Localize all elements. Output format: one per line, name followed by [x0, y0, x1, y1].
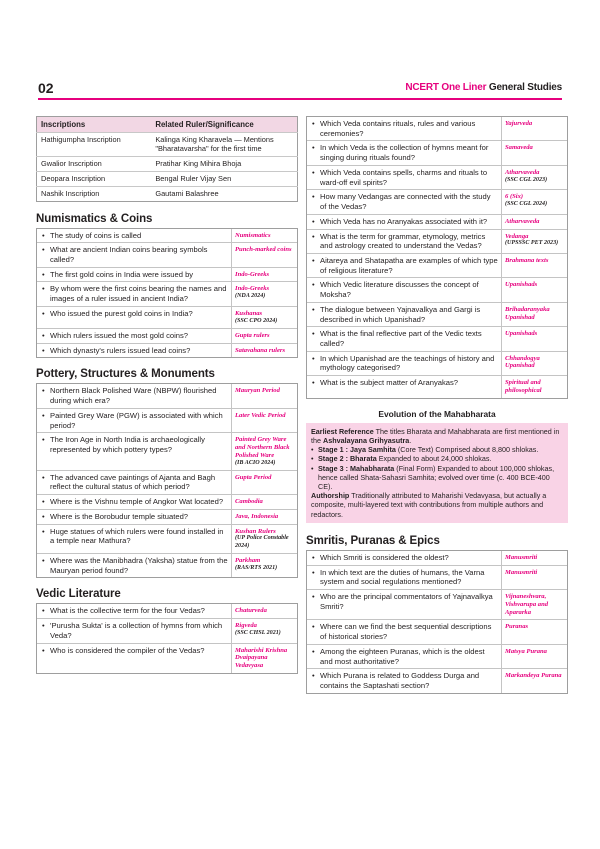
answer-cell [231, 329, 297, 343]
question-text: • Which Veda contains rituals, rules and various ceremonies? [307, 117, 501, 140]
answer-cell [501, 645, 567, 668]
stage-item [311, 445, 563, 454]
list-item [37, 343, 297, 358]
answer-cell [501, 669, 567, 692]
answer-text: Parkham [235, 556, 261, 564]
answer-cell [231, 307, 297, 328]
question-text: • Who are the principal commentators of Yajnavalkya Smriti? [307, 590, 501, 619]
answer-cell [501, 215, 567, 229]
question-text: • Northern Black Polished Ware (NBPW) flourished during which era? [37, 384, 231, 407]
question-text: • In which text are the duties of humans, the Varna system and social regulations mentioned? [307, 566, 501, 589]
qa-list-vedic-continued [306, 116, 568, 399]
table-cell: Pratihar King Mihira Bhoja [151, 156, 297, 171]
series-name: NCERT One Liner [405, 82, 487, 93]
exam-source: (SSC CGL 2024) [505, 201, 548, 208]
answer-cell [231, 344, 297, 358]
list-item [37, 494, 297, 509]
authorship-text: Traditionally attributed to Maharishi Vedavyasa, but actually a composite, multi-layered text with contributions from multiple authors and redactors. [311, 491, 547, 519]
answer-cell [231, 510, 297, 524]
list-item [37, 281, 297, 305]
answer-cell [231, 384, 297, 407]
table-row [37, 133, 298, 157]
question-text: • Painted Grey Ware (PGW) is associated with which period? [37, 409, 231, 432]
earliest-reference: Earliest Reference The titles Bharata and Mahabharata are first mentioned in the Ashvalayana Grihyasutra. [311, 426, 560, 445]
list-item [307, 117, 567, 140]
question-text: • Who issued the purest gold coins in India? [37, 307, 231, 328]
answer-text: 6 (Six) [505, 193, 524, 201]
exam-source: (SSC CPO 2024) [235, 317, 278, 324]
answer-text: Satavahana rulers [235, 346, 286, 354]
answer-text: Vedanga [505, 232, 529, 240]
earliest-label: Earliest Reference [311, 426, 374, 436]
question-text: • Which Vedic literature discusses the concept of Moksha? [307, 278, 501, 301]
answer-cell [231, 433, 297, 469]
mahabharata-box [306, 423, 568, 523]
table-row [37, 156, 298, 171]
answer-cell [231, 644, 297, 673]
question-text: • Which Purana is related to Goddess Durga and contains the Saptashati section? [307, 669, 501, 692]
list-item [307, 619, 567, 643]
answer-text: Indo-Greeks [235, 285, 270, 293]
list-item [37, 267, 297, 282]
page-header [38, 80, 562, 98]
question-text: • Which Veda contains spells, charms and rituals to ward-off evil spirits? [307, 166, 501, 189]
answer-cell [501, 254, 567, 277]
earliest-source: Ashvalayana Grihyasutra [323, 435, 410, 445]
question-text: • Which rulers issued the most gold coins? [37, 329, 231, 343]
answer-cell [231, 525, 297, 553]
list-item [37, 432, 297, 469]
exam-source: (UP Police Constable 2024) [235, 535, 289, 549]
question-text: • What is the final reflective part of the Vedic texts called? [307, 327, 501, 350]
list-item [307, 165, 567, 189]
authorship-label: Authorship [311, 491, 350, 501]
question-text: • Huge statues of which rulers were found installed in a temple near Mathura? [37, 525, 231, 553]
question-text: • In which Upanishad are the teachings of history and mythology categorised? [307, 352, 501, 375]
answer-text: Kushan Rulers [235, 527, 276, 535]
list-item [307, 253, 567, 277]
answer-text: Rigveda [235, 622, 257, 630]
list-item [37, 643, 297, 673]
qa-list-vedic [36, 603, 298, 674]
answer-text: Java, Indonesia [235, 512, 279, 520]
question-text: • The first gold coins in India were issued by [37, 268, 231, 282]
stage-label: Stage 3 : Mahabharata [318, 463, 395, 473]
exam-source: (IB ACIO 2024) [235, 459, 276, 466]
answer-cell [501, 190, 567, 213]
question-text: • What are ancient Indian coins bearing symbols called? [37, 243, 231, 266]
list-item [37, 408, 297, 432]
answer-text: Gupta Period [235, 473, 272, 481]
table-row [37, 171, 298, 186]
stage-item [311, 454, 563, 463]
right-column [306, 116, 568, 704]
list-item [37, 306, 297, 328]
table-cell: Bengal Ruler Vijay Sen [151, 171, 297, 186]
answer-cell [501, 166, 567, 189]
answer-cell [231, 471, 297, 494]
qa-list-smritis [306, 550, 568, 694]
answer-cell [231, 619, 297, 642]
answer-text: Puranas [505, 623, 529, 631]
answer-cell [501, 551, 567, 565]
section-title-smritis: Smritis, Puranas & Epics [306, 534, 440, 547]
answer-cell [501, 590, 567, 619]
question-text: • 'Purusha Sukta' is a collection of hymns from which Veda? [37, 619, 231, 642]
list-item [307, 375, 567, 398]
section-title-numismatics: Numismatics & Coins [36, 212, 153, 225]
exam-source: (RAS/RTS 2021) [235, 564, 278, 571]
list-item [307, 589, 567, 619]
answer-cell [231, 554, 297, 577]
question-text: • Which dynasty's rulers issued lead coins? [37, 344, 231, 358]
stage-label: Stage 2 : Bharata [318, 454, 377, 464]
list-item [307, 140, 567, 164]
question-text: • The Iron Age in North India is archaeologically represented by which pottery types? [37, 433, 231, 469]
table-cell: Hathigumpha Inscription [37, 133, 152, 157]
list-item [37, 524, 297, 553]
answer-text: Atharvaveda [505, 168, 540, 176]
list-item [37, 553, 297, 577]
answer-cell [501, 620, 567, 643]
earliest-text: The titles Bharata and Mahabharata are first mentioned in the [311, 426, 560, 445]
left-column [36, 116, 298, 684]
answer-text: Punch-marked coins [235, 246, 292, 254]
answer-text: Painted Grey Ware and Northern Black Polished Ware [235, 436, 290, 459]
mahabharata-title: Evolution of the Mahabharata [378, 408, 496, 419]
answer-text: Mauryan Period [235, 387, 280, 395]
question-text: • What is the term for grammar, etymology, metrics and astrology created to understand the Vedas? [307, 230, 501, 253]
question-text: • What is the subject matter of Aranyakas? [307, 376, 501, 398]
answer-text: Gupta rulers [235, 331, 270, 339]
list-item [37, 242, 297, 266]
list-item [37, 328, 297, 343]
answer-text: Atharvaveda [505, 217, 540, 225]
question-text: • Where is the Vishnu temple of Angkor Wat located? [37, 495, 231, 509]
table-header-inscriptions: Inscriptions [37, 117, 152, 133]
answer-text: Upanishads [505, 330, 538, 338]
list-item [307, 644, 567, 668]
table-cell: Deopara Inscription [37, 171, 152, 186]
list-item [307, 551, 567, 565]
answer-text: Markandeya Purana [505, 672, 562, 680]
answer-text: Manusmriti [505, 553, 538, 561]
answer-cell [231, 229, 297, 243]
question-text: • Where can we find the best sequential descriptions of historical stories? [307, 620, 501, 643]
answer-cell [231, 268, 297, 282]
stage-text: Expanded to about 24,000 shlokas. [378, 454, 492, 464]
question-text: • Among the eighteen Puranas, which is the oldest and most authoritative? [307, 645, 501, 668]
question-text: • Aitareya and Shatapatha are examples of which type of religious literature? [307, 254, 501, 277]
answer-cell [501, 566, 567, 589]
question-text: • Where is the Borobudur temple situated? [37, 510, 231, 524]
answer-cell [231, 604, 297, 618]
qa-list-numismatics [36, 228, 298, 359]
stage-label: Stage 1 : Jaya Samhita [318, 445, 396, 455]
table-cell: Gautami Balashree [151, 186, 297, 201]
section-title-pottery: Pottery, Structures & Monuments [36, 368, 215, 381]
list-item [37, 229, 297, 243]
list-item [307, 189, 567, 213]
answer-text: Brihadaranyaka Upanishad [505, 305, 550, 321]
list-item [307, 351, 567, 375]
page-number: 02 [38, 80, 54, 96]
answer-cell [231, 282, 297, 305]
answer-cell [501, 327, 567, 350]
answer-text: Kushanas [235, 309, 263, 317]
answer-cell [501, 117, 567, 140]
list-item [37, 470, 297, 494]
question-text: • What is the collective term for the four Vedas? [37, 604, 231, 618]
answer-cell [501, 303, 567, 326]
list-item [307, 668, 567, 692]
question-text: • Which Veda has no Aranyakas associated with it? [307, 215, 501, 229]
answer-cell [501, 278, 567, 301]
answer-text: Vijnaneshvara, Vishvarupa and Apararka [505, 593, 549, 616]
exam-source: (NDA 2024) [235, 293, 266, 300]
question-text: • Where was the Manibhadra (Yaksha) statue from the Mauryan period found? [37, 554, 231, 577]
question-text: • Which Smriti is considered the oldest? [307, 551, 501, 565]
answer-text: Spiritual and philosophical [505, 379, 542, 394]
answer-cell [501, 141, 567, 164]
question-text: • How many Vedangas are connected with the study of the Vedas? [307, 190, 501, 213]
question-text: • In which Veda is the collection of hymns meant for singing during rituals found? [307, 141, 501, 164]
list-item [37, 604, 297, 618]
stage-text: (Core Text) Comprised about 8,800 shlokas. [397, 445, 539, 455]
list-item [307, 565, 567, 589]
list-item [307, 277, 567, 301]
answer-cell [231, 495, 297, 509]
table-row [37, 186, 298, 201]
answer-cell [501, 376, 567, 398]
authorship [311, 491, 563, 519]
question-text: • Who is considered the compiler of the Vedas? [37, 644, 231, 673]
answer-cell [501, 352, 567, 375]
answer-text: Manusmriti [505, 568, 538, 576]
answer-text: Maharishi Krishna Dvaipayana Vedavyasa [235, 646, 288, 670]
answer-text: Chhandogya Upanishad [505, 354, 540, 370]
list-item [307, 326, 567, 350]
answer-text: Numismatics [235, 231, 271, 239]
question-text: • The advanced cave paintings of Ajanta and Bagh reflect the cultural status of which period? [37, 471, 231, 494]
answer-text: Yajurveda [505, 120, 533, 127]
exam-source: (UPSSSC PET 2023) [505, 240, 559, 247]
question-text: • The dialogue between Yajnavalkya and Gargi is described in which Upanishad? [307, 303, 501, 326]
inscriptions-table [36, 116, 298, 202]
table-cell: Nashik Inscription [37, 186, 152, 201]
series-subtitle: General Studies [488, 82, 562, 93]
table-cell: Gwalior Inscription [37, 156, 152, 171]
list-item [37, 384, 297, 407]
list-item [37, 618, 297, 642]
answer-text: Indo-Greeks [235, 270, 270, 278]
answer-text: Upanishads [505, 281, 538, 289]
header-rule [38, 98, 562, 100]
answer-cell [501, 230, 567, 253]
answer-text: Matsya Purana [505, 647, 547, 655]
exam-source: (SSC CHSL 2021) [235, 629, 281, 636]
answer-text: Brahmana texts [505, 256, 549, 264]
question-text: • By whom were the first coins bearing the names and images of a ruler issued in ancient India? [37, 282, 231, 305]
table-header-ruler: Related Ruler/Significance [151, 117, 297, 133]
qa-list-pottery [36, 383, 298, 578]
list-item [37, 509, 297, 524]
answer-cell [231, 243, 297, 266]
table-cell: Kalinga King Kharavela — Mentions "Bharatavarsha" for the first time [151, 133, 297, 157]
list-item [307, 214, 567, 229]
stage-text: (Final Form) Expanded to about 100,000 shlokas, hence called Shata-Sahasri Samhita; evolved over time (c. 400 BCE-400 CE). [318, 463, 555, 491]
section-title-vedic: Vedic Literature [36, 588, 121, 601]
stage-item [311, 464, 563, 492]
answer-cell [231, 409, 297, 432]
question-text: • The study of coins is called [37, 229, 231, 243]
list-item [307, 302, 567, 326]
exam-source: (SSC CGL 2023) [505, 176, 548, 183]
list-item [307, 229, 567, 253]
answer-text: Samaveda [505, 144, 533, 152]
answer-text: Cambodia [235, 498, 263, 506]
answer-text: Chaturveda [235, 607, 267, 615]
answer-text: Later Vedic Period [235, 411, 286, 419]
series-title [405, 82, 562, 93]
